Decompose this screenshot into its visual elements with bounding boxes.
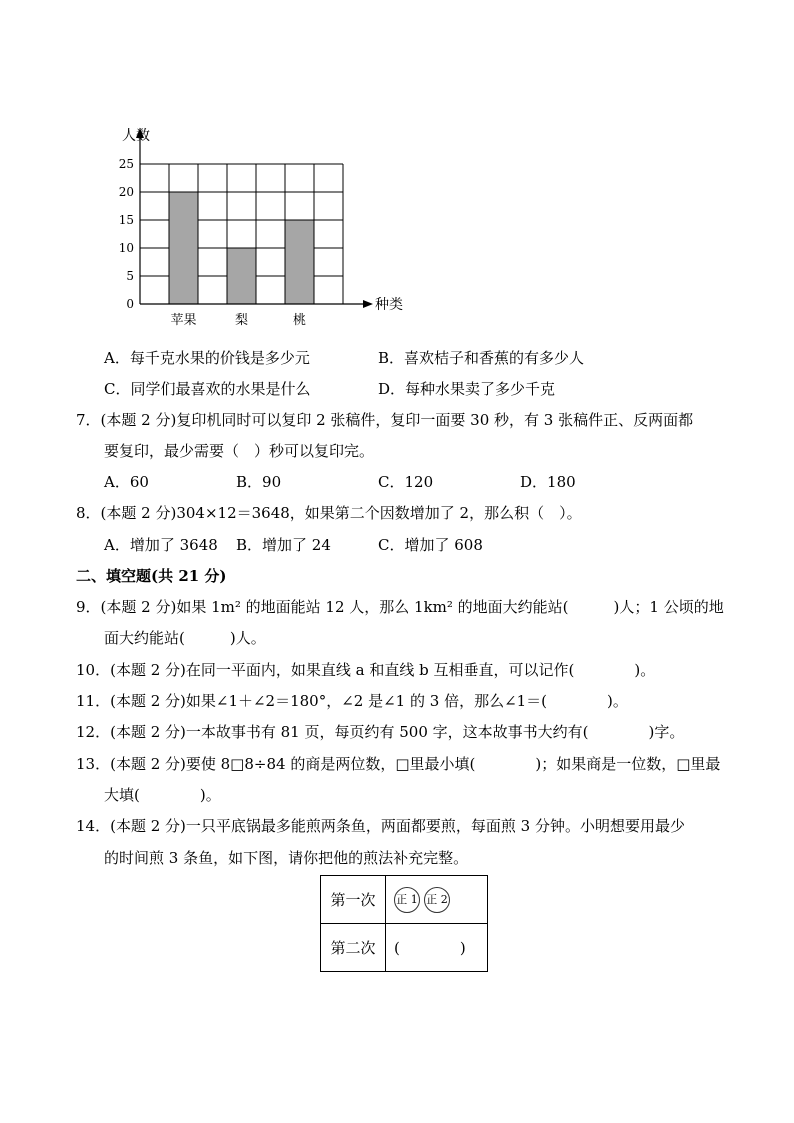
q9-line2: 面大约能站( )人。 — [104, 629, 266, 647]
q8-option-a: A．增加了 3648 — [104, 536, 218, 554]
fry-row2-blank: ( ) — [386, 924, 488, 972]
q10: 10．(本题 2 分)在同一平面内，如果直线 a 和直线 b 互相垂直，可以记作( )。 — [76, 661, 656, 679]
bar-0 — [169, 192, 198, 304]
q8-option-c: C．增加了 608 — [378, 536, 483, 554]
x-axis-title: 种类 — [375, 297, 403, 313]
q11: 11．(本题 2 分)如果∠1＋∠2＝180°，∠2 是∠1 的 3 倍，那么∠1＝( )。 — [76, 692, 628, 710]
x-category-label: 梨 — [234, 313, 249, 328]
fry-row1-label: 第一次 — [321, 876, 386, 924]
bar-1 — [227, 248, 256, 304]
q14-line1: 14．(本题 2 分)一只平底锅最多能煎两条鱼，两面都要煎，每面煎 3 分钟。小明想要用最少 — [76, 817, 685, 835]
y-tick-label: 5 — [126, 269, 134, 283]
q7-line1: 7．(本题 2 分)复印机同时可以复印 2 张稿件，复印一面要 30 秒，有 3 张稿件正、反两面都 — [76, 411, 694, 429]
chart-labels — [119, 127, 403, 328]
x-axis-arrow-icon — [363, 300, 373, 308]
q13-line1: 13．(本题 2 分)要使 8□8÷84 的商是两位数，□里最小填( )；如果商是一位数，□里最 — [76, 755, 721, 773]
y-axis-title: 人数 — [122, 128, 150, 144]
bar-2 — [285, 220, 314, 304]
y-tick-label: 0 — [126, 297, 134, 311]
fish-2-icon: 正 2 — [424, 887, 450, 913]
q12: 12．(本题 2 分)一本故事书有 81 页，每页约有 500 字，这本故事书大约有( )字。 — [76, 723, 685, 741]
y-tick-label: 10 — [118, 241, 134, 255]
q13-line2: 大填( )。 — [104, 786, 221, 804]
x-category-label: 苹果 — [170, 313, 197, 328]
q9-line1: 9．(本题 2 分)如果 1m² 的地面能站 12 人，那么 1km² 的地面大约能站( )人；1 公顷的地 — [76, 598, 724, 616]
section-title: 二、填空题(共 21 分) — [76, 567, 227, 585]
x-category-label: 桃 — [292, 313, 307, 328]
fry-row-2 — [321, 924, 488, 972]
q7-option-c: C．120 — [378, 473, 434, 491]
q7-option-a: A．60 — [104, 473, 149, 491]
q14-line2: 的时间煎 3 条鱼，如下图，请你把他的煎法补充完整。 — [104, 849, 469, 867]
fruit-bar-chart — [100, 120, 420, 335]
y-tick-label: 15 — [118, 213, 134, 227]
q6-option-c: C．同学们最喜欢的水果是什么 — [104, 380, 311, 398]
fish-1-icon: 正 1 — [394, 887, 420, 913]
fry-row-1 — [321, 876, 488, 924]
q8-line1: 8．(本题 2 分)304×12＝3648，如果第二个因数增加了 2，那么积（ ）。 — [76, 504, 582, 522]
q7-option-b: B．90 — [236, 473, 282, 491]
q6-option-b: B．喜欢桔子和香蕉的有多少人 — [378, 349, 585, 367]
y-tick-label: 25 — [118, 157, 134, 171]
q6-option-a: A．每千克水果的价钱是多少元 — [104, 349, 310, 367]
q6-option-d: D．每种水果卖了多少千克 — [378, 380, 556, 398]
q8-option-b: B．增加了 24 — [236, 536, 331, 554]
q7-line2: 要复印，最少需要（ ）秒可以复印完。 — [104, 442, 375, 460]
fry-row2-label: 第二次 — [321, 924, 386, 972]
y-tick-label: 20 — [118, 185, 134, 199]
frying-table — [320, 875, 488, 972]
q7-option-d: D．180 — [520, 473, 576, 491]
chart-bars — [169, 192, 314, 304]
